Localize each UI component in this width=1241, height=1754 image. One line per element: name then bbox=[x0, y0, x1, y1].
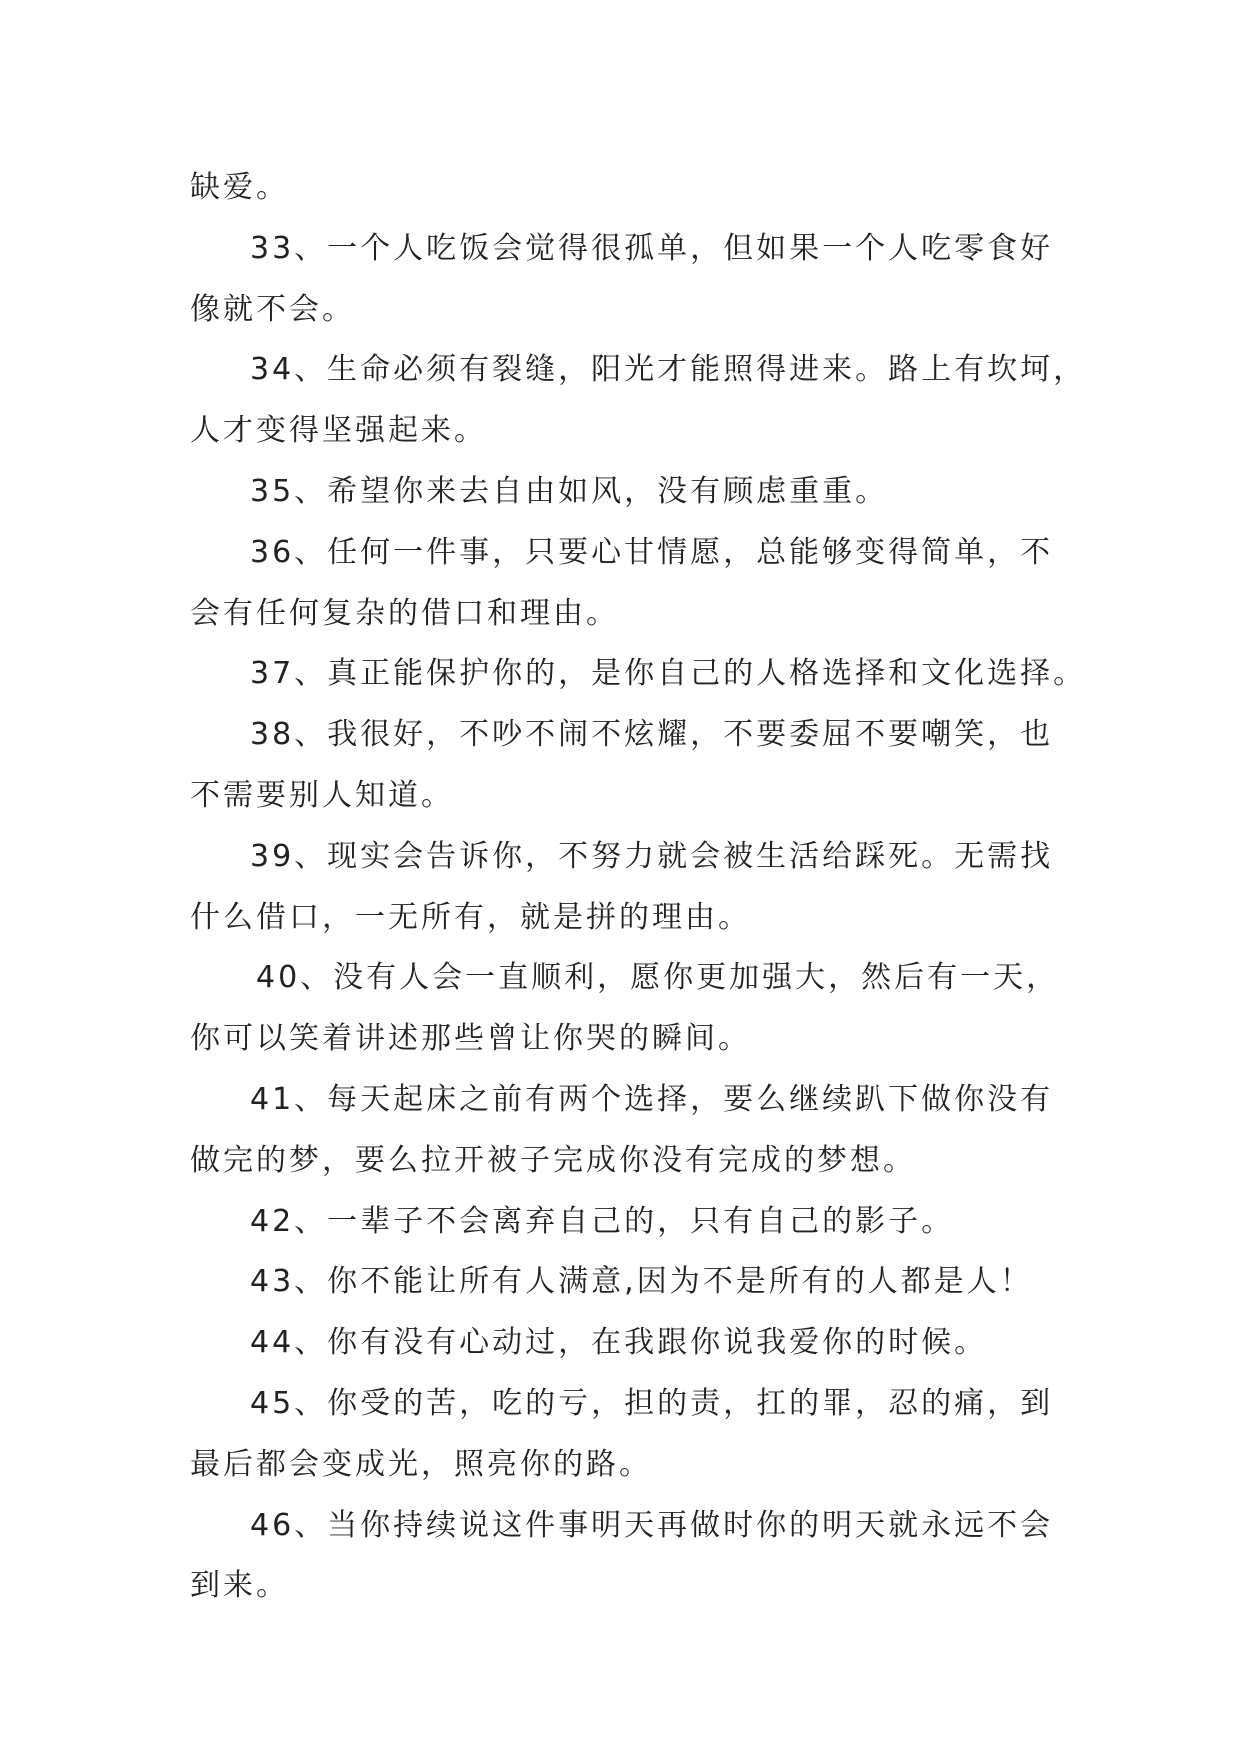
text-line: 41、每天起床之前有两个选择，要么继续趴下做你没有 bbox=[250, 1081, 1054, 1117]
text-line: 到来。 bbox=[190, 1568, 289, 1604]
text-line: 35、希望你来去自由如风，没有顾虑重重。 bbox=[250, 473, 889, 509]
text-line: 最后都会变成光，照亮你的路。 bbox=[190, 1446, 652, 1482]
text-line: 什么借口，一无所有，就是拼的理由。 bbox=[190, 899, 751, 935]
text-line: 46、当你持续说这件事明天再做时你的明天就永远不会 bbox=[250, 1507, 1054, 1543]
text-line: 会有任何复杂的借口和理由。 bbox=[190, 595, 619, 631]
text-line: 34、生命必须有裂缝，阳光才能照得进来。路上有坎坷， bbox=[250, 352, 1087, 388]
text-line: 45、你受的苦，吃的亏，担的责，扛的罪，忍的痛，到 bbox=[250, 1385, 1054, 1421]
text-line: 39、现实会告诉你，不努力就会被生活给踩死。无需找 bbox=[250, 838, 1054, 874]
text-line: 做完的梦，要么拉开被子完成你没有完成的梦想。 bbox=[190, 1142, 916, 1178]
text-line: 40、没有人会一直顺利，愿你更加强大，然后有一天， bbox=[256, 960, 1060, 996]
text-line: 42、一辈子不会离弃自己的，只有自己的影子。 bbox=[250, 1203, 955, 1239]
text-line: 44、你有没有心动过，在我跟你说我爱你的时候。 bbox=[250, 1325, 988, 1361]
text-line: 36、任何一件事，只要心甘情愿，总能够变得简单，不 bbox=[250, 534, 1054, 570]
text-line: 37、真正能保护你的，是你自己的人格选择和文化选择。 bbox=[250, 656, 1087, 692]
document-body bbox=[190, 158, 1087, 1617]
text-line: 像就不会。 bbox=[190, 291, 355, 327]
text-line: 33、一个人吃饭会觉得很孤单，但如果一个人吃零食好 bbox=[250, 230, 1054, 266]
text-line: 缺爱。 bbox=[190, 170, 289, 205]
text-line: 43、你不能让所有人满意,因为不是所有的人都是人！ bbox=[250, 1264, 1033, 1300]
text-line: 人才变得坚强起来。 bbox=[190, 413, 487, 449]
text-line: 不需要别人知道。 bbox=[190, 777, 454, 813]
text-line: 38、我很好，不吵不闹不炫耀，不要委屈不要嘲笑，也 bbox=[250, 717, 1054, 753]
text-line: 你可以笑着讲述那些曾让你哭的瞬间。 bbox=[190, 1021, 751, 1057]
